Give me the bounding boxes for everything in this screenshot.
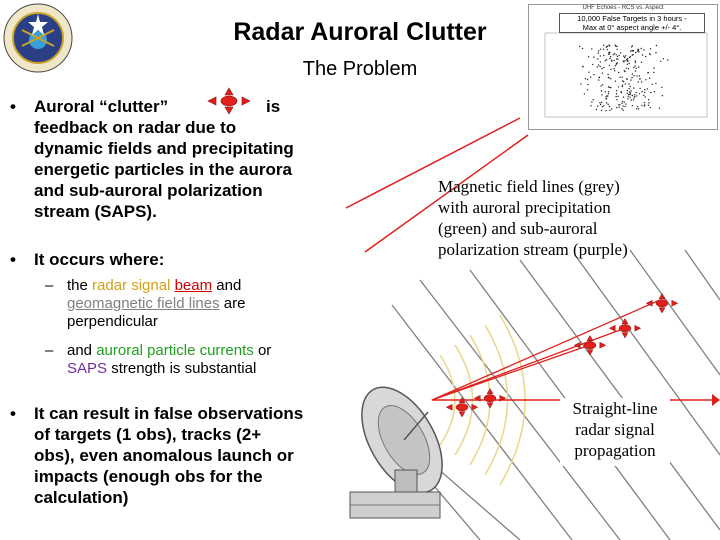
- scatter-dot: [634, 94, 635, 95]
- scatter-dot: [601, 110, 602, 111]
- scatter-dot: [601, 102, 602, 103]
- scatter-dot: [615, 96, 616, 97]
- scatter-dot: [635, 62, 636, 63]
- scatter-dot: [616, 107, 617, 108]
- scatter-dot: [601, 94, 602, 95]
- scatter-dot: [644, 104, 645, 105]
- scatter-dot: [632, 55, 633, 56]
- scatter-dot: [602, 84, 603, 85]
- scatter-dot: [648, 99, 649, 100]
- scatter-dot: [609, 45, 610, 46]
- scatter-dot: [630, 51, 631, 52]
- radar-signal-term: radar signal: [92, 277, 171, 294]
- scatter-dot: [645, 56, 646, 57]
- scatter-dot: [606, 102, 607, 103]
- scatter-dot: [593, 74, 594, 75]
- scatter-dot: [607, 46, 608, 47]
- scatter-dot: [626, 59, 627, 60]
- scatter-dot: [618, 55, 619, 56]
- scatter-dot: [635, 52, 636, 53]
- scatter-dot: [597, 58, 598, 59]
- scatter-dot: [591, 101, 592, 102]
- caption-line: Magnetic field lines (grey): [438, 177, 620, 196]
- scatter-dot: [616, 63, 617, 64]
- scatter-dot: [632, 73, 633, 74]
- scatter-dot: [611, 60, 612, 61]
- scatter-dot: [621, 92, 622, 93]
- scatter-dot: [627, 90, 628, 91]
- inset-annotation-line: Max at 0° aspect angle +/- 4°.: [582, 23, 682, 32]
- scatter-dot: [600, 61, 601, 62]
- scatter-dot: [650, 48, 651, 49]
- scatter-dot: [607, 95, 608, 96]
- scatter-dot: [609, 87, 610, 88]
- scatter-dot: [631, 99, 632, 100]
- scatter-dot: [629, 57, 630, 58]
- scatter-dot: [641, 48, 642, 49]
- scatter-dot: [619, 77, 620, 78]
- scatter-dot: [633, 75, 634, 76]
- scatter-dot: [623, 61, 624, 62]
- scatter-dot: [632, 105, 633, 106]
- scatter-dot: [593, 99, 594, 100]
- scatter-dot: [613, 54, 614, 55]
- scatter-dot: [603, 55, 604, 56]
- scatter-dot: [605, 110, 606, 111]
- scatter-dot: [650, 92, 651, 93]
- scatter-dot: [610, 56, 611, 57]
- scatter-dot: [607, 49, 608, 50]
- scatter-dot: [592, 64, 593, 65]
- scatter-dot: [597, 66, 598, 67]
- scatter-dot: [635, 60, 636, 61]
- scatter-dot: [661, 87, 662, 88]
- scatter-dot: [609, 110, 610, 111]
- scatter-dot: [599, 66, 600, 67]
- scatter-dot: [587, 84, 588, 85]
- scatter-dot: [647, 72, 648, 73]
- clutter-target-icon: [609, 319, 641, 339]
- scatter-dot: [623, 105, 624, 106]
- bullet-text: It occurs where:: [34, 250, 165, 269]
- sub-bullet-marker: –: [45, 342, 54, 359]
- scatter-dot: [582, 66, 583, 67]
- scatter-dot: [639, 93, 640, 94]
- scatter-dot: [593, 56, 594, 57]
- scatter-dot: [624, 71, 625, 72]
- scatter-dot: [608, 86, 609, 87]
- scatter-dot: [638, 49, 639, 50]
- slide-subtitle: The Problem: [302, 58, 418, 80]
- scatter-dot: [609, 53, 610, 54]
- scatter-dot: [628, 88, 629, 89]
- scatter-dot: [648, 102, 649, 103]
- bullet-text: stream (SAPS).: [34, 202, 157, 221]
- scatter-dot: [643, 95, 644, 96]
- scatter-dot: [639, 78, 640, 79]
- scatter-dot: [641, 62, 642, 63]
- scatter-dot: [641, 105, 642, 106]
- scatter-dot: [591, 48, 592, 49]
- scatter-dot: [603, 105, 604, 106]
- scatter-dot: [598, 53, 599, 54]
- scatter-dot: [609, 58, 610, 59]
- scatter-dot: [624, 57, 625, 58]
- scatter-dot: [656, 45, 657, 46]
- scatter-dot: [606, 59, 607, 60]
- bullet-text: impacts (enough obs for the: [34, 467, 263, 486]
- scatter-dot: [580, 83, 581, 84]
- caption-line: polarization stream (purple): [438, 240, 628, 259]
- scatter-dot: [649, 53, 650, 54]
- scatter-dot: [635, 92, 636, 93]
- radar-beam-line: [432, 300, 660, 400]
- inset-top-label: UHF Echoes - RCS vs. Aspect: [582, 5, 664, 11]
- scatter-dot: [617, 56, 618, 57]
- scatter-dot: [616, 90, 617, 91]
- scatter-dot: [636, 68, 637, 69]
- scatter-dot: [624, 101, 625, 102]
- bullet-text: of targets (1 obs), tracks (2+: [34, 425, 262, 444]
- scatter-dot: [615, 45, 616, 46]
- scatter-dot: [639, 75, 640, 76]
- scatter-dot: [607, 74, 608, 75]
- scatter-dot: [644, 92, 645, 93]
- scatter-dot: [641, 81, 642, 82]
- scatter-dot: [667, 59, 668, 60]
- scatter-dot: [645, 79, 646, 80]
- scatter-dot: [624, 60, 625, 61]
- scatter-dot: [608, 91, 609, 92]
- scatter-dot: [644, 102, 645, 103]
- scatter-dot: [637, 106, 638, 107]
- scatter-dot: [610, 69, 611, 70]
- scatter-dot: [609, 106, 610, 107]
- auroral-currents-term: auroral particle currents: [96, 342, 254, 359]
- scatter-dot: [625, 103, 626, 104]
- scatter-dot: [605, 96, 606, 97]
- scatter-dot: [633, 87, 634, 88]
- scatter-dot: [614, 60, 615, 61]
- scatter-dot: [587, 89, 588, 90]
- scatter-dot: [638, 66, 639, 67]
- scatter-dot: [639, 88, 640, 89]
- scatter-dot: [654, 91, 655, 92]
- scatter-dot: [617, 59, 618, 60]
- scatter-dot: [628, 68, 629, 69]
- scatter-dot: [653, 67, 654, 68]
- scatter-dot: [650, 107, 651, 108]
- scatter-dot: [636, 108, 637, 109]
- sub-text: and: [216, 277, 242, 294]
- scatter-dot: [633, 67, 634, 68]
- scatter-dot: [631, 77, 632, 78]
- scatter-dot: [601, 68, 602, 69]
- scatter-dot: [655, 83, 656, 84]
- scatter-dot: [648, 105, 649, 106]
- scatter-dot: [663, 58, 664, 59]
- clutter-target-icon: [574, 336, 606, 356]
- scatter-dot: [638, 81, 639, 82]
- scatter-dot: [579, 46, 580, 47]
- magnetic-caption: [438, 176, 703, 266]
- scatter-dot: [630, 79, 631, 80]
- scatter-dot: [614, 70, 615, 71]
- sub-text: strength is substantial: [111, 360, 257, 377]
- bullet-marker: •: [10, 404, 16, 423]
- scatter-dot: [600, 49, 601, 50]
- scatter-dot: [619, 107, 620, 108]
- sub-text: the: [67, 277, 88, 294]
- scatter-dot: [588, 72, 589, 73]
- scatter-dot: [633, 99, 634, 100]
- scatter-dot: [642, 54, 643, 55]
- caption-line: (green) and sub-auroral: [438, 219, 598, 238]
- scatter-dot: [622, 77, 623, 78]
- scatter-dot: [637, 51, 638, 52]
- bullet-text: calculation): [34, 488, 129, 507]
- scatter-dot: [638, 108, 639, 109]
- caption-line: with auroral precipitation: [438, 198, 611, 217]
- scatter-dot: [622, 110, 623, 111]
- scatter-dot: [585, 78, 586, 79]
- scatter-dot: [617, 96, 618, 97]
- sub-text: or: [257, 342, 272, 359]
- scatter-dot: [662, 95, 663, 96]
- inset-annotation-box: [559, 13, 705, 33]
- scatter-dot: [616, 99, 617, 100]
- scatter-dot: [626, 78, 627, 79]
- scatter-dot: [623, 96, 624, 97]
- rcs-scatter-inset: [528, 4, 718, 130]
- scatter-dot: [621, 103, 622, 104]
- scatter-dot: [615, 81, 616, 82]
- sub-text: are: [223, 295, 246, 312]
- caption-line: propagation: [574, 441, 656, 460]
- scatter-dot: [631, 50, 632, 51]
- scatter-dot: [629, 97, 630, 98]
- radar-beam-line: [432, 345, 590, 400]
- scatter-dot: [603, 49, 604, 50]
- beam-term: beam: [174, 277, 213, 294]
- scatter-dot: [582, 48, 583, 49]
- scatter-dot: [617, 49, 618, 50]
- scatter-dot: [627, 61, 628, 62]
- scatter-dot: [630, 86, 631, 87]
- bullet-text: feedback on radar due to: [34, 118, 237, 137]
- scatter-dot: [629, 94, 630, 95]
- scatter-dot: [590, 105, 591, 106]
- scatter-dot: [598, 64, 599, 65]
- scatter-dot: [618, 104, 619, 105]
- bullet-marker: •: [10, 250, 16, 269]
- scatter-dot: [605, 91, 606, 92]
- bullet-text: and sub-auroral polarization: [34, 181, 263, 200]
- scatter-dot: [628, 94, 629, 95]
- scatter-dot: [635, 70, 636, 71]
- scatter-dot: [618, 86, 619, 87]
- scatter-dot: [649, 77, 650, 78]
- scatter-dot: [632, 45, 633, 46]
- scatter-dot: [622, 101, 623, 102]
- scatter-dot: [627, 64, 628, 65]
- bullet-text: obs), even anomalous launch or: [34, 446, 294, 465]
- scatter-dot: [659, 108, 660, 109]
- slide-title: Radar Auroral Clutter: [233, 18, 487, 46]
- scatter-dot: [600, 104, 601, 105]
- field-line: [630, 250, 720, 375]
- scatter-dot: [601, 90, 602, 91]
- sub-bullet-marker: –: [45, 277, 54, 294]
- scatter-dot: [624, 106, 625, 107]
- field-line: [520, 260, 720, 530]
- scatter-dot: [644, 89, 645, 90]
- scatter-dot: [611, 108, 612, 109]
- bullet-text: Auroral “clutter”: [34, 97, 169, 116]
- scatter-dot: [613, 68, 614, 69]
- scatter-dot: [625, 83, 626, 84]
- propagation-caption: [560, 398, 670, 466]
- scatter-dot: [643, 49, 644, 50]
- scatter-dot: [608, 104, 609, 105]
- scatter-dot: [636, 75, 637, 76]
- scatter-dot: [642, 91, 643, 92]
- scatter-dot: [598, 77, 599, 78]
- scatter-dot: [615, 65, 616, 66]
- scatter-dot: [608, 77, 609, 78]
- scatter-dot: [590, 77, 591, 78]
- field-lines-term: geomagnetic field lines: [67, 295, 220, 312]
- bullet-text: energetic particles in the aurora: [34, 160, 292, 179]
- scatter-dot: [609, 65, 610, 66]
- scatter-dot: [598, 50, 599, 51]
- scatter-dot: [622, 80, 623, 81]
- sub-text: and: [67, 342, 93, 359]
- scatter-dot: [627, 98, 628, 99]
- scatter-dot: [600, 85, 601, 86]
- bullet-marker: •: [10, 97, 16, 116]
- scatter-dot: [627, 93, 628, 94]
- scatter-dot: [647, 88, 648, 89]
- scatter-dot: [628, 83, 629, 84]
- scatter-dot: [636, 95, 637, 96]
- scatter-dot: [626, 68, 627, 69]
- scatter-dot: [605, 60, 606, 61]
- scatter-dot: [603, 45, 604, 46]
- scatter-dot: [652, 84, 653, 85]
- scatter-dot: [588, 56, 589, 57]
- scatter-dot: [603, 67, 604, 68]
- scatter-dot: [633, 97, 634, 98]
- bullet-text: is: [266, 97, 281, 116]
- scatter-dot: [629, 63, 630, 64]
- scatter-dot: [602, 106, 603, 107]
- scatter-dot: [608, 52, 609, 53]
- beam-arrowhead: [712, 394, 720, 406]
- scatter-dot: [622, 86, 623, 87]
- inset-annotation-line: 10,000 False Targets in 3 hours -: [577, 14, 687, 23]
- scatter-dot: [616, 54, 617, 55]
- scatter-dot: [597, 105, 598, 106]
- scatter-dot: [598, 79, 599, 80]
- scatter-dot: [614, 53, 615, 54]
- scatter-dot: [627, 96, 628, 97]
- scatter-dot: [608, 93, 609, 94]
- scatter-dot: [616, 58, 617, 59]
- scatter-dot: [631, 90, 632, 91]
- scatter-dot: [660, 61, 661, 62]
- scatter-dot: [634, 65, 635, 66]
- magnetic-field-lines: [392, 250, 720, 540]
- scatter-dot: [625, 55, 626, 56]
- scatter-dot: [600, 55, 601, 56]
- saps-term: SAPS: [67, 360, 108, 377]
- scatter-dot: [632, 95, 633, 96]
- scatter-dot: [622, 85, 623, 86]
- scatter-dot: [629, 91, 630, 92]
- scatter-dot: [605, 98, 606, 99]
- scatter-dot: [587, 79, 588, 80]
- scatter-dot: [623, 55, 624, 56]
- scatter-dot: [638, 51, 639, 52]
- clutter-target-icon: [474, 389, 506, 409]
- scatter-dot: [619, 104, 620, 105]
- scatter-dot: [616, 93, 617, 94]
- scatter-dot: [655, 52, 656, 53]
- scatter-dot: [610, 78, 611, 79]
- caption-line: radar signal: [575, 420, 655, 439]
- scatter-dot: [599, 102, 600, 103]
- scatter-dot: [620, 52, 621, 53]
- scatter-dot: [621, 108, 622, 109]
- scatter-dot: [596, 109, 597, 110]
- scatter-dot: [653, 72, 654, 73]
- scatter-dot: [602, 72, 603, 73]
- scatter-dot: [634, 96, 635, 97]
- scatter-dot: [618, 72, 619, 73]
- bullet-text: It can result in false observations: [34, 404, 304, 423]
- scatter-dot: [645, 96, 646, 97]
- bullet-text: dynamic fields and precipitating: [34, 139, 294, 158]
- caption-line: Straight-line: [572, 399, 658, 418]
- sub-text: perpendicular: [67, 313, 158, 330]
- scatter-dot: [584, 93, 585, 94]
